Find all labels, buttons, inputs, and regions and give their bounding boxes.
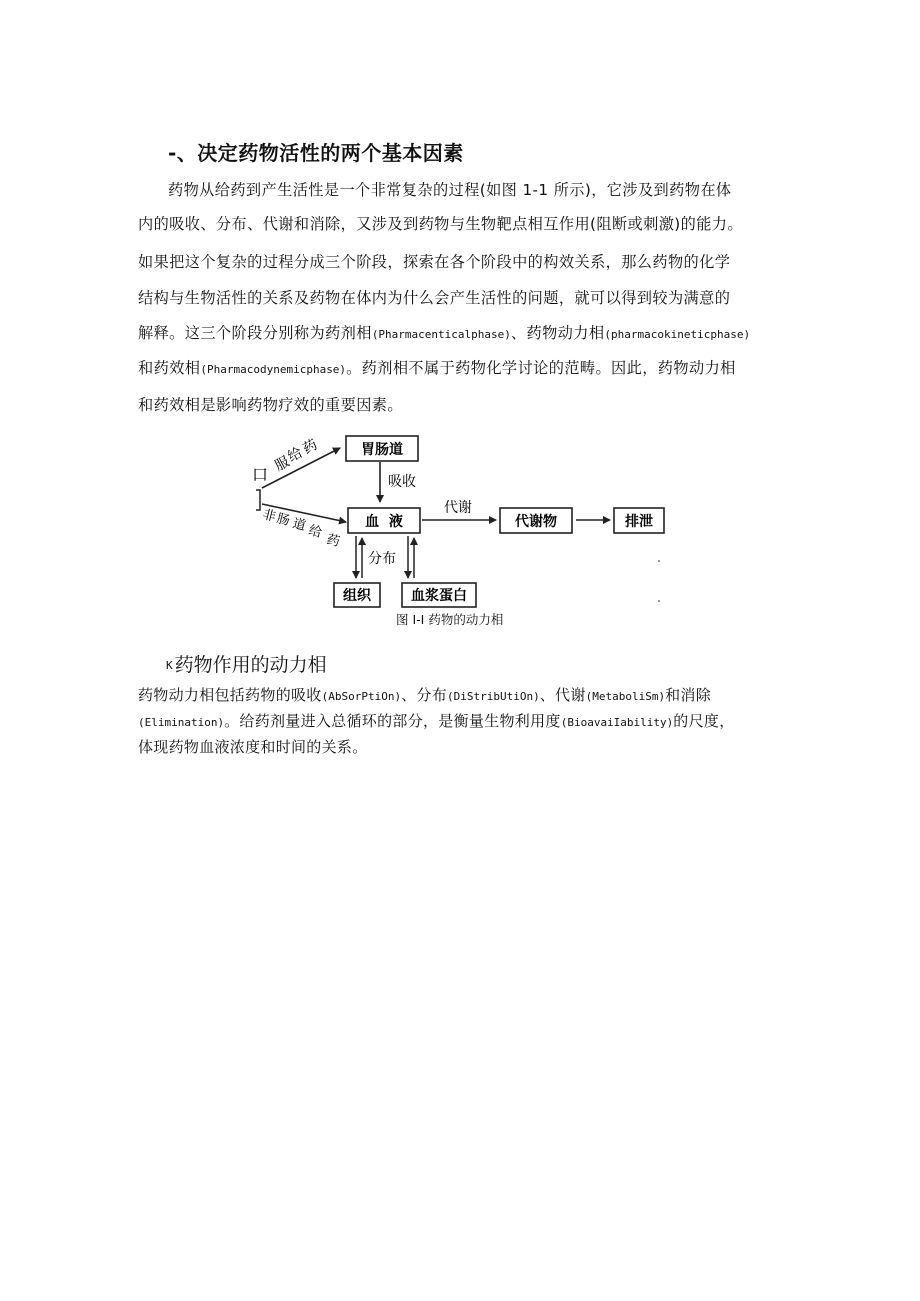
- metabolism-label: 代谢: [444, 500, 472, 516]
- figure-caption: 图 I-I 药物的动力相: [396, 612, 504, 627]
- parenteral-char: 肠: [275, 511, 292, 530]
- distribution-label: 分布: [368, 551, 396, 567]
- box-metabolite-label: 代谢物: [515, 514, 557, 530]
- english-term: (AbSorPtiOn): [321, 690, 402, 703]
- oral-char: 服: [272, 453, 293, 475]
- section-marker: K: [166, 659, 173, 672]
- text: 。给药剂量进入总循环的部分，是衡量生物利用度: [224, 712, 561, 730]
- paragraph-line: 药物从给药到产生活性是一个非常复杂的过程(如图 1-1 所示)，它涉及到药物在体: [168, 181, 732, 199]
- paragraph-line: [138, 684, 711, 705]
- text: 解释。这三个阶段分别称为药剂相: [138, 324, 372, 342]
- english-term: (DiStribUtiOn): [447, 690, 540, 703]
- parenteral-char: 非: [261, 507, 278, 526]
- paragraph-line: [138, 323, 750, 345]
- text: 药物动力相包括药物的吸收: [138, 686, 322, 704]
- paragraph-line: [138, 358, 736, 380]
- paragraph-line: 和药效相是影响药物疗效的重要因素。: [138, 396, 403, 414]
- scan-speck: [658, 600, 660, 602]
- parenteral-char: 道: [291, 516, 308, 535]
- english-term: (Elimination): [138, 716, 225, 729]
- box-blood-label: 血 液: [365, 514, 403, 530]
- text: 和消除: [665, 686, 712, 704]
- oral-char: 给: [285, 444, 306, 466]
- paragraph-line: 如果把这个复杂的过程分成三个阶段，探索在各个阶段中的构效关系，那么药物的化学: [138, 253, 731, 271]
- english-term: (MetaboliSm): [585, 690, 666, 703]
- oral-char: 药: [300, 436, 321, 458]
- text: 。药剂相不属于药物化学讨论的范畴。因此，药物动力相: [346, 359, 736, 377]
- paragraph-line: 结构与生物活性的关系及药物在体内为什么会产生活性的问题，就可以得到较为满意的: [138, 289, 731, 307]
- parenteral-char: 药: [325, 532, 342, 551]
- section-heading-2: [166, 650, 327, 677]
- section-heading-1: -、决定药物活性的两个基本因素: [168, 141, 464, 165]
- absorption-label: 吸收: [388, 474, 416, 490]
- box-excretion-label: 排泄: [625, 514, 653, 530]
- bracket: [256, 490, 260, 510]
- english-term: (BioavaiIability): [560, 716, 674, 729]
- oral-route-label: 口: [252, 465, 269, 484]
- scan-speck: [658, 560, 660, 562]
- english-term: (Pharmacenticalphase): [371, 328, 511, 341]
- paragraph-line: 内的吸收、分布、代谢和消除，又涉及到药物与生物靶点相互作用(阻断或刺激)的能力。: [138, 215, 743, 233]
- parenteral-char: 给: [307, 523, 324, 542]
- heading-text: 药物作用的动力相: [174, 654, 327, 676]
- english-term: (Pharmacodynemicphase): [200, 363, 347, 376]
- box-gi-tract-label: 胃肠道: [361, 442, 403, 458]
- paragraph-line: 体现药物血液浓度和时间的关系。: [138, 738, 368, 756]
- text: 、分布: [401, 686, 447, 704]
- paragraph-line: [138, 710, 735, 731]
- text: 、代谢: [539, 686, 586, 704]
- pharmacokinetics-diagram: [248, 428, 678, 613]
- box-plasma-protein-label: 血浆蛋白: [411, 588, 467, 604]
- text: 的尺度，: [673, 712, 735, 730]
- english-term: (pharmacokineticphase): [604, 328, 751, 341]
- text: 、药物动力相: [510, 324, 605, 342]
- text: 和药效相: [138, 359, 201, 377]
- box-tissue-label: 组织: [343, 588, 371, 604]
